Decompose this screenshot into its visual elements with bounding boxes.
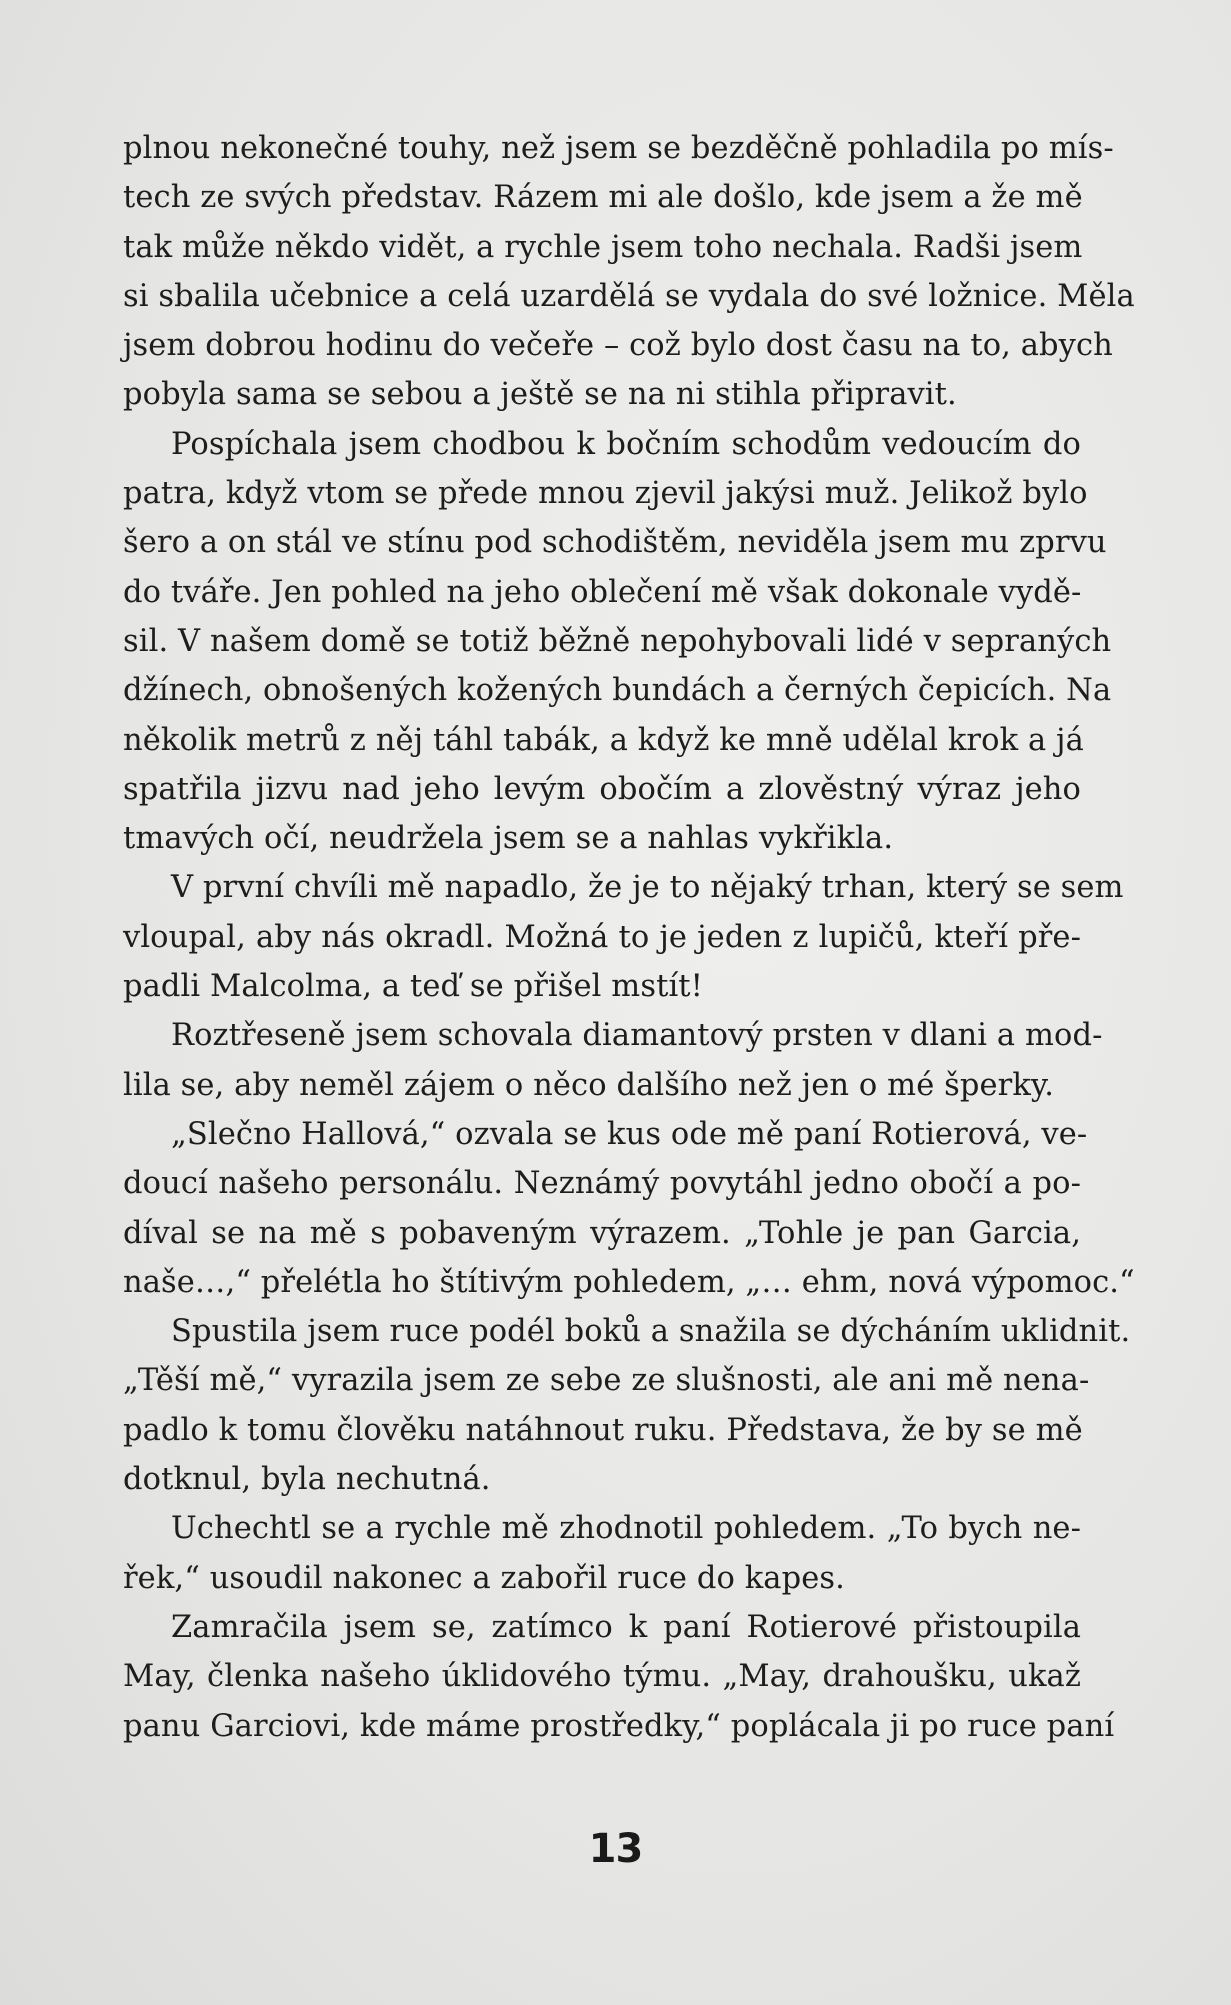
text-line: Zamračila jsem se, zatímco k paní Rotierové přistoupila (171, 1609, 1081, 1645)
page-number: 13 (588, 1826, 643, 1872)
paragraph-4 (123, 1011, 1103, 1110)
text-line: si sbalila učebnice a celá uzardělá se vydala do své ložnice. Měla (123, 278, 1135, 314)
text-line: díval se na mě s pobaveným výrazem. „Tohle je pan Garcia, (123, 1215, 1081, 1251)
text-line: tak může někdo vidět, a rychle jsem toho nechala. Radši jsem (123, 229, 1083, 265)
text-line: panu Garciovi, kde máme prostředky,“ poplácala ji po ruce paní (123, 1708, 1115, 1744)
text-line: plnou nekonečné touhy, než jsem se bezděčně pohladila po mís- (123, 131, 1114, 166)
text-line: naše…,“ přelétla ho štítivým pohledem, „… ehm, nová výpomoc.“ (123, 1264, 1135, 1300)
text-line: dotknul, byla nechutná. (123, 1462, 491, 1498)
text-line: Roztřeseně jsem schovala diamantový prsten v dlani a mod- (171, 1018, 1103, 1054)
paragraph-5 (123, 1110, 1135, 1307)
text-line: Spustila jsem ruce podél boků a snažila se dýcháním uklidnit. (171, 1314, 1131, 1350)
text-line: „Těší mě,“ vyrazila jsem ze sebe ze slušnosti, ale ani mě nena- (123, 1363, 1090, 1399)
text-line: „Slečno Hallová,“ ozvala se kus ode mě paní Rotierová, ve- (171, 1116, 1088, 1152)
text-line: tech ze svých představ. Rázem mi ale došlo, kde jsem a že mě (123, 180, 1083, 216)
book-page-body (123, 124, 1135, 1751)
text-line: jsem dobrou hodinu do večeře – což bylo dost času na to, abych (123, 328, 1113, 364)
text-line: sil. V našem domě se totiž běžně nepohybovali lidé v sepraných (123, 623, 1112, 659)
text-line: lila se, aby neměl zájem o něco dalšího než jen o mé šperky. (123, 1067, 1055, 1103)
text-line: patra, když vtom se přede mnou zjevil jakýsi muž. Jelikož bylo (123, 476, 1088, 512)
text-line: Pospíchala jsem chodbou k bočním schodům vedoucím do (171, 426, 1081, 462)
paragraph-6 (123, 1307, 1131, 1504)
paragraph-3 (123, 863, 1124, 1011)
text-line: spatřila jizvu nad jeho levým obočím a zlověstný výraz jeho (123, 771, 1081, 807)
text-line: Uchechtl se a rychle mě zhodnotil pohledem. „To bych ne- (171, 1511, 1081, 1547)
text-line: šero a on stál ve stínu pod schodištěm, neviděla jsem mu zprvu (123, 525, 1107, 561)
text-line: padli Malcolma, a teď se přišel mstít! (123, 969, 704, 1005)
text-line: vloupal, aby nás okradl. Možná to je jeden z lupičů, kteří pře- (123, 919, 1081, 955)
text-line: V první chvíli mě napadlo, že je to nějaký trhan, který se sem (171, 870, 1124, 906)
text-line: doucí našeho personálu. Neznámý povytáhl jedno obočí a po- (123, 1166, 1081, 1202)
text-line: řek,“ usoudil nakonec a zabořil ruce do kapes. (123, 1560, 845, 1596)
text-line: pobyla sama se sebou a ještě se na ni stihla připravit. (123, 377, 957, 413)
text-line: několik metrů z něj táhl tabák, a když ke mně udělal krok a já (123, 722, 1084, 758)
text-line: May, členka našeho úklidového týmu. „May, drahoušku, ukaž (123, 1659, 1081, 1695)
text-line: tmavých očí, neudržela jsem se a nahlas vykřikla. (123, 821, 894, 857)
text-line: do tváře. Jen pohled na jeho oblečení mě však dokonale vydě- (123, 574, 1082, 610)
paragraph-2 (123, 420, 1112, 864)
text-line: padlo k tomu člověku natáhnout ruku. Představa, že by se mě (123, 1412, 1083, 1448)
text-line: džínech, obnošených kožených bundách a černých čepicích. Na (123, 673, 1112, 709)
paragraph-7 (123, 1504, 1081, 1603)
paragraph-1 (123, 124, 1135, 420)
paragraph-8 (123, 1603, 1115, 1751)
